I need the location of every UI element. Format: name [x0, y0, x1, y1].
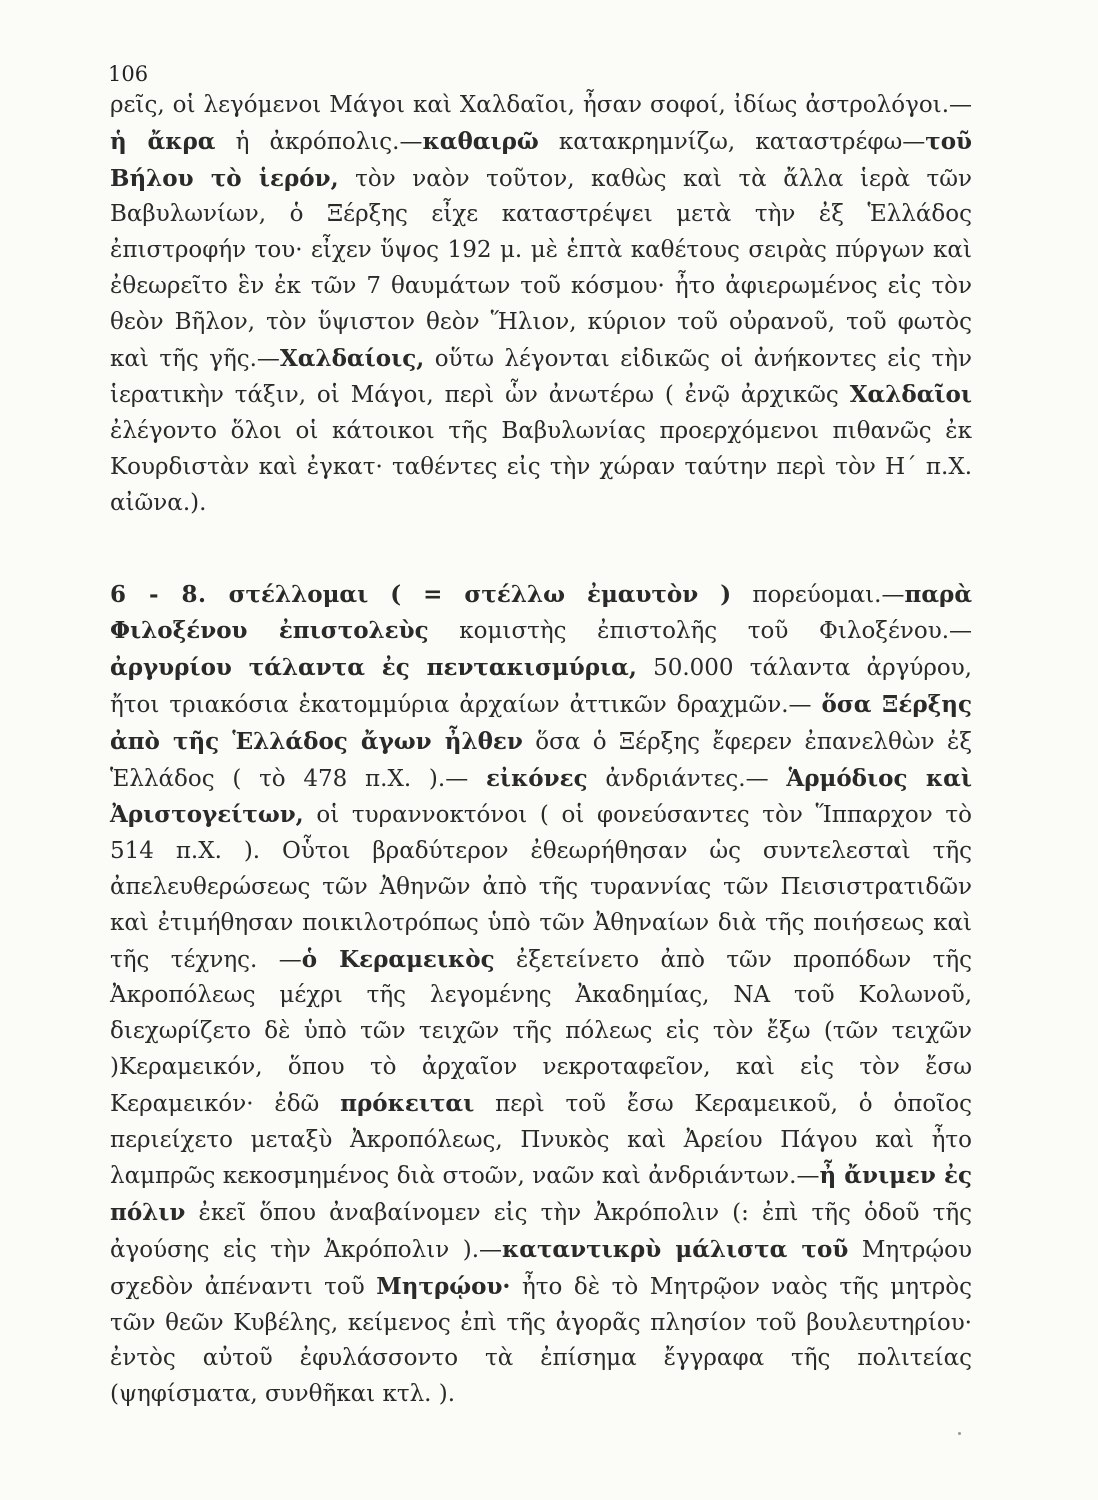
paragraph-1 — [110, 88, 972, 522]
text-segment: Μητρῴου σχεδὸν ἀπέναντι τοῦ — [110, 1236, 972, 1300]
lemma: καθαιρῶ — [422, 127, 539, 155]
lemma: ἡ ἄκρα — [110, 127, 216, 155]
text-segment: οὕτω λέγονται εἰδικῶς οἱ ἀνήκοντες εἰς τὴν ἱερατικὴν τάξιν, οἱ Μάγοι, περὶ ὧν ἀνωτέρω ( ἐνῷ ἀρχικῶς — [110, 345, 972, 409]
lemma: πρόκειται — [340, 1089, 475, 1117]
text-segment: ἀνδριάντες.— — [587, 765, 787, 792]
text-segment: ρεῖς, οἱ λεγόμενοι Μάγοι καὶ Χαλδαῖοι, ἦσαν σοφοί, ἰδίως ἀστρολόγοι.— — [110, 92, 972, 118]
lemma: ἦ ἄνιμεν ἐς πόλιν — [110, 1162, 972, 1227]
text-segment: 50.000 τάλαντα ἀργύρου, ἤτοι τριακόσια ἑκατομμύρια ἀρχαίων ἀττικῶν δραχμῶν.— — [110, 655, 972, 718]
commentary-text — [110, 88, 972, 1413]
text-segment: ἡ ἀκρόπολις.— — [215, 128, 423, 155]
line-reference: 6 - 8. — [110, 580, 207, 608]
paper-speck — [958, 1432, 961, 1435]
lemma: Χαλδαίοις, — [279, 344, 425, 372]
text-segment: ἐκεῖ ὅπου ἀναβαίνομεν εἰς τὴν Ἀκρόπολιν (: ἐπὶ τῆς ὁδοῦ τῆς ἀγούσης εἰς τὴν Ἀκρόπολιν ).— — [110, 1200, 972, 1263]
lemma: Μητρῴου· — [376, 1272, 511, 1300]
text-segment: ἐξετείνετο ἀπὸ τῶν προπόδων τῆς Ἀκροπόλεως μέχρι τῆς λεγομένης Ἀκαδημίας, ΝΑ τοῦ Κολωνοῦ, διεχωρίζετο δὲ ὑπὸ τῶν τειχῶν τῆς πόλεως εἰς τὸν ἔξω (τῶν τειχῶν )Κεραμεικόν, ὅπου τὸ ἀρχαῖον νεκροταφεῖον, καὶ εἰς τὸν ἔσω Κεραμεικόν· ἐδῶ — [110, 946, 972, 1117]
text-segment: πορεύομαι.— — [731, 581, 905, 608]
lemma: στέλλομαι ( = στέλλω ἐμαυτὸν ) — [206, 580, 732, 608]
text-segment: ἦτο δὲ τὸ Μητρῷον ναὸς τῆς μητρὸς τῶν θεῶν Κυβέλης, κείμενος ἐπὶ τῆς ἀγορᾶς πλησίον τοῦ βουλευτηρίου· ἐντὸς αὐτοῦ ἐφυλάσσοντο τὰ ἐπίσημα ἔγγραφα τῆς πολιτείας (ψηφίσματα, συνθῆκαι κτλ. ). — [110, 1273, 972, 1408]
text-segment: κομιστὴς ἐπιστολῆς τοῦ Φιλοξένου.— — [428, 618, 972, 645]
text-segment: περὶ τοῦ ἔσω Κεραμεικοῦ, ὁ ὁποῖος περιείχετο μεταξὺ Ἀκροπόλεως, Πνυκὸς καὶ Ἀρείου Πάγου καὶ ἦτο λαμπρῶς κεκοσμημένος διὰ στοῶν, ναῶν καὶ ἀνδριάντων.— — [110, 1090, 972, 1190]
lemma: καταντικρὺ μάλιστα τοῦ — [502, 1235, 849, 1263]
lemma: τοῦ Βήλου τὸ ἱερόν, — [110, 127, 973, 192]
lemma: Χαλδαῖοι — [849, 381, 972, 409]
lemma: εἰκόνες — [485, 764, 588, 792]
lemma: παρὰ Φιλοξένου ἐπιστολεὺς — [110, 580, 973, 645]
lemma: ἀργυρίου τάλαντα ἐς πεντακισμύρια, — [110, 654, 637, 682]
lemma: Ἁρμόδιος καὶ Ἀριστογείτων, — [110, 764, 972, 829]
text-segment: οἱ τυραννοκτόνοι ( οἱ φονεύσαντες τὸν Ἵππαρχον τὸ 514 π.Χ. ). Οὗτοι βραδύτερον ἐθεωρήθησαν ὡς συντελεσταὶ τῆς ἀπελευθερώσεως τῶν Ἀθηνῶν ἀπὸ τῆς τυραννίας τῶν Πεισιστρατιδῶν καὶ ἐτιμήθησαν ποικιλοτρόπως ὑπὸ τῶν Ἀθηναίων διὰ τῆς ποιήσεως καὶ τῆς τέχνης. — — [110, 802, 972, 973]
lemma: ὁ Κεραμεικὸς — [301, 945, 495, 973]
lemma: ὅσα Ξέρξης ἀπὸ τῆς Ἑλλάδος ἄγων ἦλθεν — [110, 690, 972, 755]
text-segment: ἐλέγοντο ὅλοι οἱ κάτοικοι τῆς Βαβυλωνίας προερχόμενοι πιθανῶς ἐκ Κουρδιστὰν καὶ ἐγκατ· ταθέντες εἰς τὴν χώραν ταύτην περὶ τὸν Η΄ π.Χ. αἰῶνα.). — [110, 418, 972, 516]
page-number: 106 — [108, 62, 149, 86]
paragraph-2 — [110, 577, 972, 1413]
text-segment: ὅσα ὁ Ξέρξης ἔφερεν ἐπανελθὼν ἐξ Ἑλλάδος ( τὸ 478 π.Χ. ).— — [110, 728, 972, 792]
text-segment: κατακρημνίζω, καταστρέφω— — [538, 128, 926, 155]
text-segment: τὸν ναὸν τοῦτον, καθὼς καὶ τὰ ἄλλα ἱερὰ τῶν Βαβυλωνίων, ὁ Ξέρξης εἶχε καταστρέψει μετὰ τὴν ἐξ Ἑλλάδος ἐπιστροφήν του· εἶχεν ὕψος 192 μ. μὲ ἑπτὰ καθέτους σειρὰς πύργων καὶ ἐθεωρεῖτο ἓν ἐκ τῶν 7 θαυμάτων τοῦ κόσμου· ἦτο ἀφιερωμένος εἰς τὸν θεὸν Βῆλον, τὸν ὕψιστον θεὸν Ἥλιον, κύριον τοῦ οὐρανοῦ, τοῦ φωτὸς καὶ τῆς γῆς.— — [110, 165, 972, 372]
